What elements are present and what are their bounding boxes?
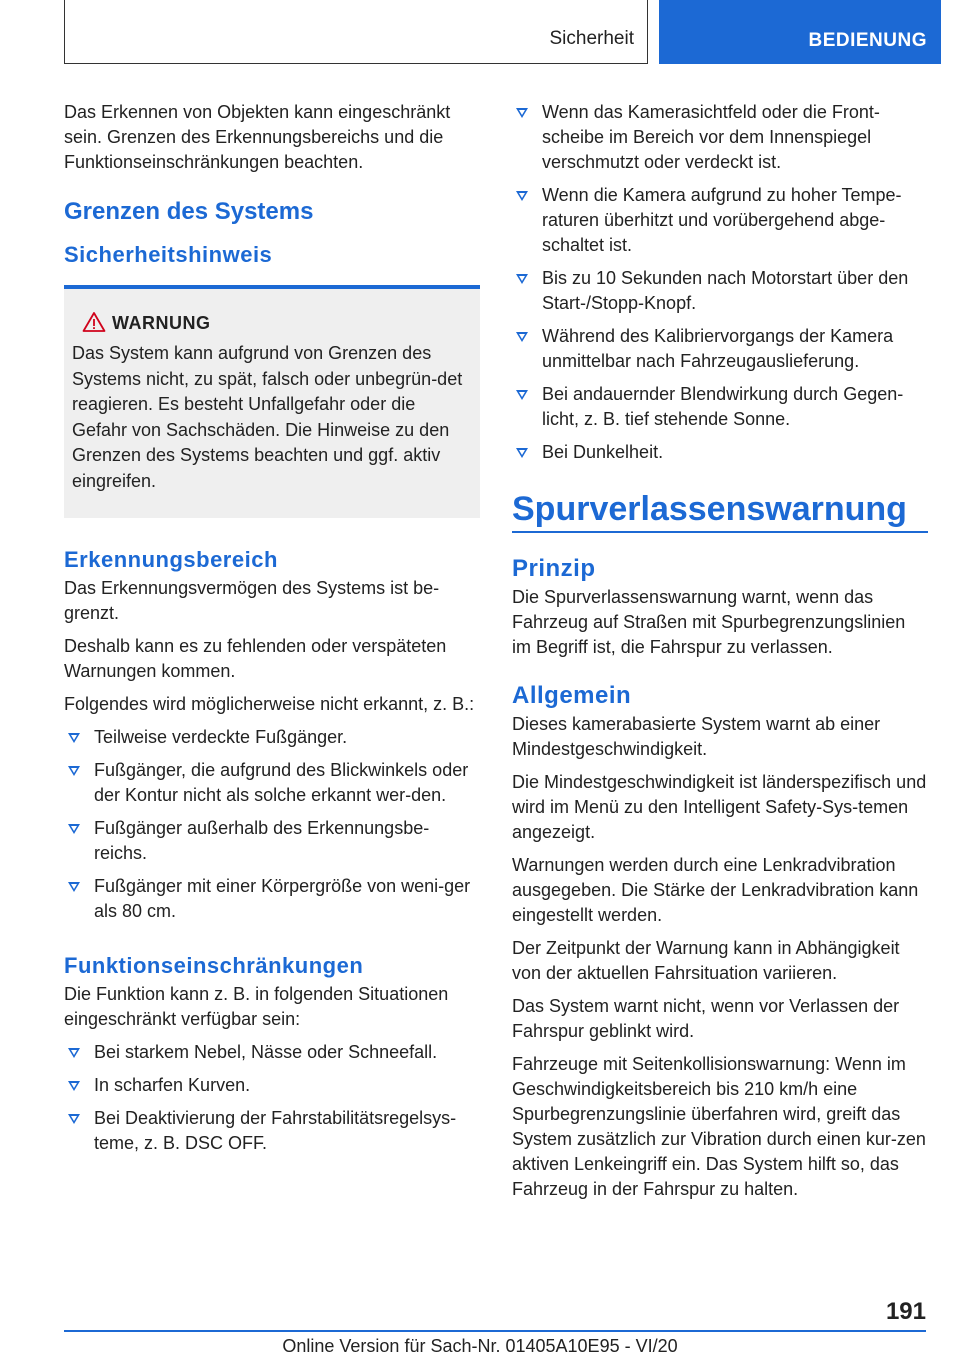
- bullet-triangle-icon: [516, 332, 528, 342]
- bullet-triangle-icon: [68, 1114, 80, 1124]
- warning-title-text: WARNUNG: [112, 313, 211, 333]
- list-item: [512, 440, 928, 465]
- range-text-1: Das Erkennungsvermögen des Systems ist be-grenzt.: [64, 578, 440, 623]
- bullet-triangle-icon: [68, 824, 80, 834]
- list-item-text: Bei Dunkelheit.: [542, 442, 664, 462]
- heading-range: Erkennungsbereich: [64, 547, 278, 572]
- bullet-triangle-icon: [516, 108, 528, 118]
- general-text-4: Der Zeitpunkt der Warnung kann in Abhängigkeit von der aktuellen Fahrsituation variieren.: [512, 938, 900, 983]
- heading-limits: Grenzen des Systems: [64, 198, 314, 225]
- list-item-text: Fußgänger, die aufgrund des Blickwinkels oder der Kontur nicht als solche erkannt wer-den.: [94, 760, 469, 805]
- bullet-triangle-icon: [68, 766, 80, 776]
- general-text-2: Die Mindestgeschwindigkeit ist länderspezifisch und wird im Menü zu den Intelligent Safety-Sys-temen angezeigt.: [512, 772, 927, 842]
- chapter-title: Spurverlassenswarnung: [512, 490, 907, 528]
- list-item-text: Wenn die Kamera aufgrund zu hoher Tempe-raturen überhitzt und vorübergehend abge-schaltet ist.: [542, 185, 902, 255]
- section-label: Sicherheit: [549, 28, 634, 49]
- chapter-tab[interactable]: BEDIENUNG: [659, 0, 941, 64]
- footer-rule: [64, 1330, 926, 1332]
- general-text-6: Fahrzeuge mit Seitenkollisionswarnung: Wenn im Geschwindigkeitsbereich bis 210 km/h eine Spurbegrenzungslinie überfahren wird, greift das System zusätzlich zur Vibration durch einen kur-zen aktiven Lenkeingriff ein. Das System hilft so, das Fahrzeug in der Fahrspur zu halten.: [512, 1054, 926, 1199]
- general-text-5: Das System warnt nicht, wenn vor Verlassen der Fahrspur geblinkt wird.: [512, 996, 900, 1041]
- warning-triangle-icon: [82, 311, 106, 333]
- list-item-text: In scharfen Kurven.: [94, 1075, 251, 1095]
- bullet-triangle-icon: [516, 191, 528, 201]
- heading-general: Allgemein: [512, 682, 632, 709]
- warning-box: [64, 289, 480, 518]
- list-item: [64, 758, 480, 808]
- list-item: [512, 324, 928, 374]
- warning-text: Das System kann aufgrund von Grenzen des Systems nicht, zu spät, falsch oder unbegrün-det reagieren. Es besteht Unfallgefahr oder die Gefahr von Sachschäden. Die Hinweise zu den Grenzen des Systems beachten und ggf. aktiv eingreifen.: [72, 343, 463, 491]
- left-column: [64, 100, 480, 1164]
- list-item: [64, 1106, 480, 1156]
- bullet-triangle-icon: [68, 1048, 80, 1058]
- range-text-2: Deshalb kann es zu fehlenden oder verspäteten Warnungen kommen.: [64, 636, 447, 681]
- list-item-text: Bei Deaktivierung der Fahrstabilitätsregelsys-teme, z. B. DSC OFF.: [94, 1108, 457, 1153]
- list-item: [512, 382, 928, 432]
- bullet-triangle-icon: [516, 390, 528, 400]
- heading-principle: Prinzip: [512, 555, 596, 582]
- heading-func: Funktionseinschränkungen: [64, 953, 364, 978]
- limits-list: [512, 100, 928, 465]
- list-item-text: Teilweise verdeckte Fußgänger.: [94, 727, 348, 747]
- list-item: [64, 1073, 480, 1098]
- title-rule: [512, 531, 928, 533]
- list-item: [512, 183, 928, 258]
- list-item: [64, 816, 480, 866]
- func-list: [64, 1040, 480, 1156]
- list-item: [64, 1040, 480, 1065]
- list-item-text: Fußgänger außerhalb des Erkennungsbe-reichs.: [94, 818, 430, 863]
- bullet-triangle-icon: [68, 1081, 80, 1091]
- general-text-1: Dieses kamerabasierte System warnt ab einer Mindestgeschwindigkeit.: [512, 714, 881, 759]
- list-item-text: Bis zu 10 Sekunden nach Motorstart über den Start-/Stopp-Knopf.: [542, 268, 909, 313]
- bullet-triangle-icon: [516, 448, 528, 458]
- principle-text: Die Spurverlassenswarnung warnt, wenn das Fahrzeug auf Straßen mit Spurbegrenzungslinien im Begriff ist, die Fahrspur zu verlassen.: [512, 587, 906, 657]
- range-text-3: Folgendes wird möglicherweise nicht erkannt, z. B.:: [64, 694, 475, 714]
- list-item-text: Fußgänger mit einer Körpergröße von weni-ger als 80 cm.: [94, 876, 471, 921]
- general-text-3: Warnungen werden durch eine Lenkradvibration ausgegeben. Die Stärke der Lenkradvibration kann eingestellt werden.: [512, 855, 919, 925]
- list-item: [512, 266, 928, 316]
- bullet-triangle-icon: [516, 274, 528, 284]
- list-item-text: Während des Kalibriervorgangs der Kamera unmittelbar nach Fahrzeugauslieferung.: [542, 326, 894, 371]
- bullet-triangle-icon: [68, 733, 80, 743]
- list-item-text: Wenn das Kamerasichtfeld oder die Front-scheibe im Bereich vor dem Innenspiegel verschmutzt oder verdeckt ist.: [542, 102, 880, 172]
- list-item: [64, 874, 480, 924]
- list-item: [512, 100, 928, 175]
- bullet-triangle-icon: [68, 882, 80, 892]
- func-text: Die Funktion kann z. B. in folgenden Situationen eingeschränkt verfügbar sein:: [64, 984, 449, 1029]
- footer-text: Online Version für Sach-Nr. 01405A10E95 - VI/20: [282, 1336, 678, 1356]
- right-column: [512, 100, 928, 1210]
- page-number: 191: [885, 1298, 926, 1325]
- range-list: [64, 725, 480, 924]
- heading-safety: Sicherheitshinweis: [64, 242, 273, 267]
- intro-text: Das Erkennen von Objekten kann eingeschränkt sein. Grenzen des Erkennungsbereichs und die Funktionseinschränkungen beachten.: [64, 102, 451, 172]
- list-item-text: Bei andauernder Blendwirkung durch Gegen-licht, z. B. tief stehende Sonne.: [542, 384, 904, 429]
- list-item: [64, 725, 480, 750]
- list-item-text: Bei starkem Nebel, Nässe oder Schneefall.: [94, 1042, 438, 1062]
- warning-title: [72, 311, 470, 335]
